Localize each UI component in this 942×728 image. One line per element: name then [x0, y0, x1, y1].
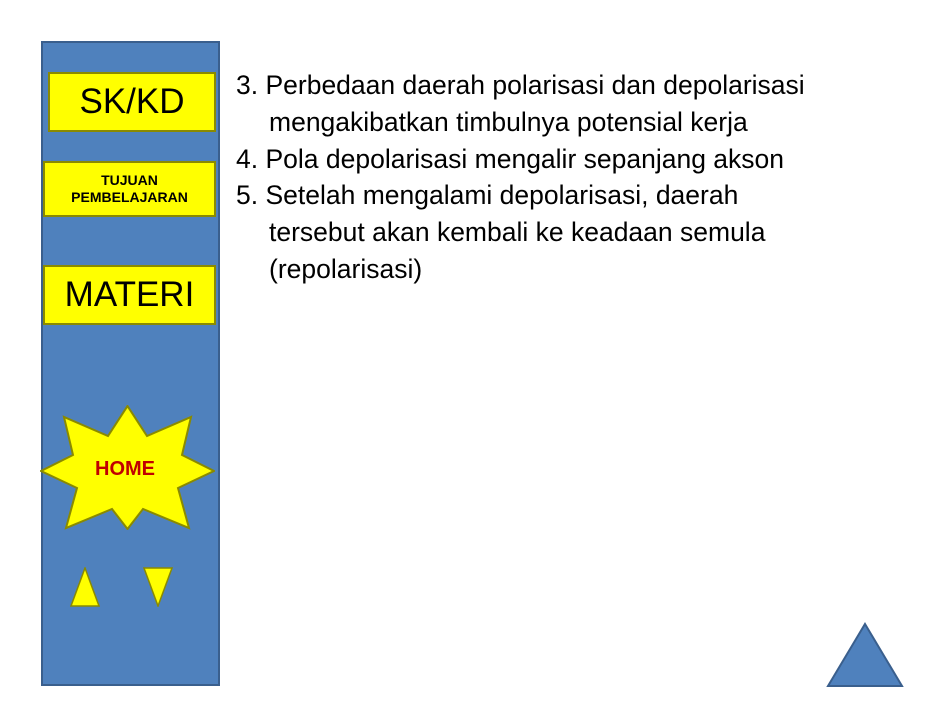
content-item-4: 4. Pola depolarisasi mengalir sepanjang akson: [236, 143, 785, 174]
materi-button[interactable]: [43, 265, 216, 325]
materi-label: MATERI: [64, 275, 195, 314]
tujuan-label-line2: PEMBELAJARAN: [71, 189, 188, 205]
home-label: HOME: [95, 458, 155, 480]
prev-slide-arrow-icon[interactable]: [70, 567, 100, 607]
slide-content: [236, 67, 836, 288]
down-slide-arrow-icon[interactable]: [143, 567, 173, 607]
tujuan-pembelajaran-button[interactable]: [43, 161, 216, 217]
home-star-icon[interactable]: [40, 405, 215, 530]
content-item-3: 3. Perbedaan daerah polarisasi dan depolarisasi mengakibatkan timbulnya potensial kerja: [236, 70, 805, 137]
sidebar-panel: [41, 41, 220, 686]
sk-kd-button[interactable]: [48, 72, 216, 132]
tujuan-label-line1: TUJUAN: [101, 172, 158, 188]
next-slide-triangle-icon[interactable]: [826, 622, 904, 688]
content-item-5: 5. Setelah mengalami depolarisasi, daerah tersebut akan kembali ke keadaan semula (repolarisasi): [236, 180, 766, 284]
sk-kd-label: SK/KD: [79, 82, 185, 121]
